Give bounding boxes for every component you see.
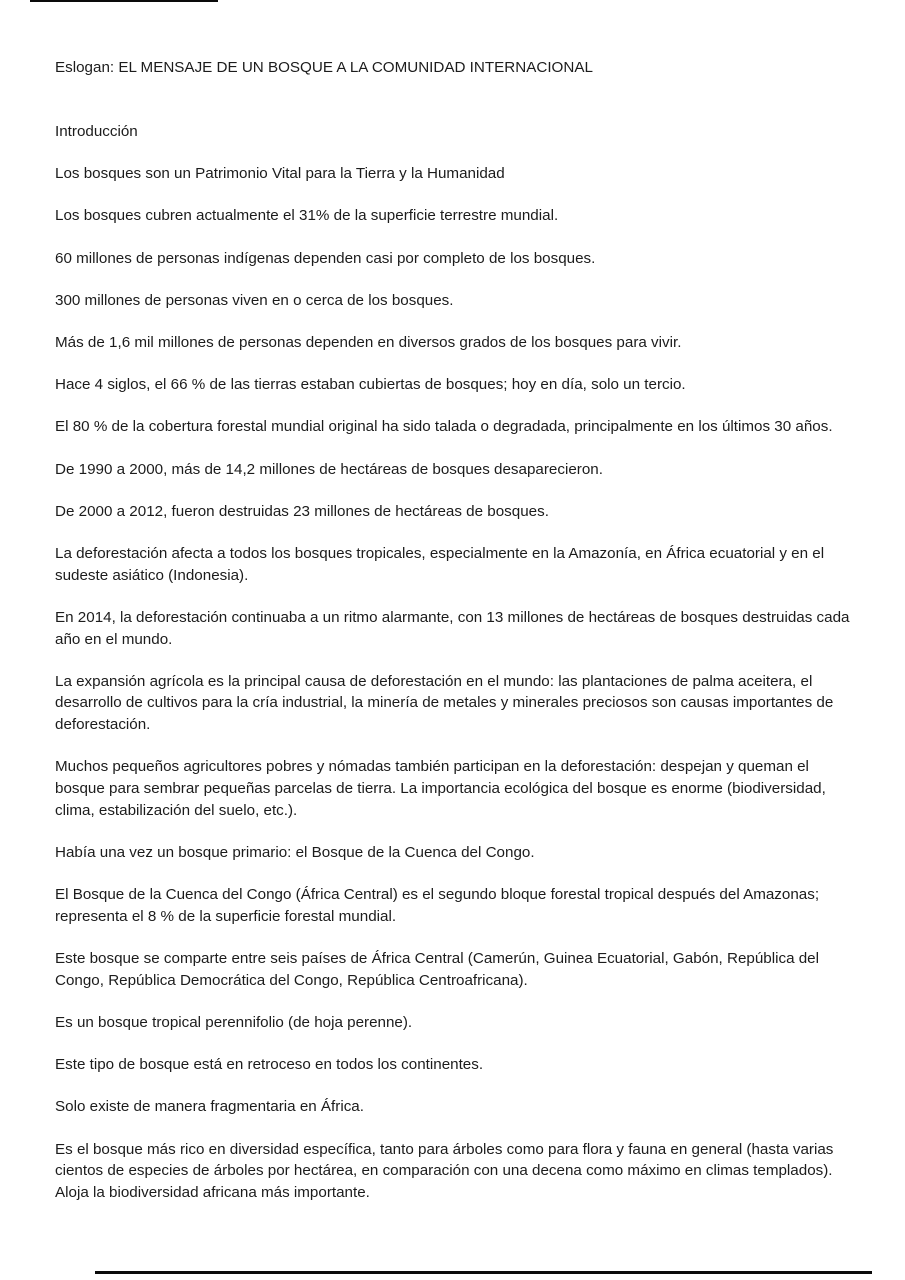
paragraph-line: En 2014, la deforestación continuaba a un ritmo alarmante, con 13 millones de hectáreas de bosques destruidas cada <box>55 608 850 626</box>
paragraph-line: Congo, República Democrática del Congo, República Centroafricana). <box>55 971 528 989</box>
paragraph-line: 300 millones de personas viven en o cerca de los bosques. <box>55 291 454 309</box>
paragraph <box>55 121 865 143</box>
paragraph <box>55 1054 865 1076</box>
paragraph-line: Es un bosque tropical perennifolio (de hoja perenne). <box>55 1013 413 1031</box>
paragraph <box>55 671 865 736</box>
paragraph-line: 60 millones de personas indígenas dependen casi por completo de los bosques. <box>55 249 596 267</box>
paragraph <box>55 501 865 523</box>
paragraph-line: Los bosques son un Patrimonio Vital para la Tierra y la Humanidad <box>55 165 505 183</box>
paragraph <box>55 205 865 227</box>
paragraph-line: desarrollo de cultivos para la cría industrial, la minería de metales y minerales preciosos son causas importantes de <box>55 694 834 712</box>
paragraph <box>55 459 865 481</box>
paragraph-line: Muchos pequeños agricultores pobres y nómadas también participan en la deforestación: despejan y queman el <box>55 758 809 776</box>
paragraph <box>55 842 865 864</box>
paragraph-line: De 1990 a 2000, más de 14,2 millones de hectáreas de bosques desaparecieron. <box>55 460 603 478</box>
paragraph-line: La deforestación afecta a todos los bosques tropicales, especialmente en la Amazonía, en África ecuatorial y en el <box>55 544 825 562</box>
paragraph <box>55 332 865 354</box>
paragraph-line: bosque para sembrar pequeñas parcelas de tierra. La importancia ecológica del bosque es enorme (biodiversidad, <box>55 780 826 798</box>
scan-artifact-line-bottom <box>95 1271 872 1274</box>
paragraph-line: clima, estabilización del suelo, etc.). <box>55 801 298 819</box>
paragraph <box>55 756 865 821</box>
paragraph-line: Había una vez un bosque primario: el Bosque de la Cuenca del Congo. <box>55 843 535 861</box>
paragraph-line: Este bosque se comparte entre seis países de África Central (Camerún, Guinea Ecuatorial, Gabón, República del <box>55 950 820 968</box>
paragraph-line: La expansión agrícola es la principal causa de deforestación en el mundo: las plantaciones de palma aceitera, el <box>55 672 813 690</box>
paragraph <box>55 248 865 270</box>
paragraph-line: Aloja la biodiversidad africana más importante. <box>55 1183 370 1201</box>
paragraph <box>55 374 865 396</box>
paragraph <box>55 543 865 586</box>
paragraph <box>55 1012 865 1034</box>
paragraph <box>55 948 865 991</box>
paragraph-line: Hace 4 siglos, el 66 % de las tierras estaban cubiertas de bosques; hoy en día, solo un tercio. <box>55 376 686 394</box>
paragraph-line: Solo existe de manera fragmentaria en África. <box>55 1098 364 1116</box>
paragraph-line: De 2000 a 2012, fueron destruidas 23 millones de hectáreas de bosques. <box>55 502 549 520</box>
paragraph-line: representa el 8 % de la superficie forestal mundial. <box>55 907 397 925</box>
document-body <box>55 57 865 1224</box>
paragraph <box>55 1139 865 1204</box>
paragraph-line: El 80 % de la cobertura forestal mundial original ha sido talada o degradada, principalmente en los últimos 30 años. <box>55 418 833 436</box>
paragraph <box>55 884 865 927</box>
paragraph-line: deforestación. <box>55 716 151 734</box>
paragraph-line: Los bosques cubren actualmente el 31% de la superficie terrestre mundial. <box>55 207 559 225</box>
paragraph-line: Es el bosque más rico en diversidad específica, tanto para árboles como para flora y fauna en general (hasta varias <box>55 1140 834 1158</box>
paragraph-line: Más de 1,6 mil millones de personas dependen en diversos grados de los bosques para vivir. <box>55 333 682 351</box>
paragraph-line: Este tipo de bosque está en retroceso en todos los continentes. <box>55 1056 484 1074</box>
paragraph-line: cientos de especies de árboles por hectárea, en comparación con una decena como máximo en climas templados). <box>55 1162 833 1180</box>
paragraph-line: El Bosque de la Cuenca del Congo (África Central) es el segundo bloque forestal tropical después del Amazonas; <box>55 886 820 904</box>
paragraph-line: Introducción <box>55 122 138 140</box>
paragraph-line: Eslogan: EL MENSAJE DE UN BOSQUE A LA COMUNIDAD INTERNACIONAL <box>55 59 593 76</box>
paragraph <box>55 290 865 312</box>
paragraph-line: año en el mundo. <box>55 630 173 648</box>
paragraph <box>55 416 865 438</box>
paragraph <box>55 163 865 185</box>
scan-artifact-line-top <box>30 0 218 2</box>
paragraph <box>55 1096 865 1118</box>
paragraph-line: sudeste asiático (Indonesia). <box>55 566 249 584</box>
paragraph <box>55 607 865 650</box>
paragraph <box>55 57 865 79</box>
